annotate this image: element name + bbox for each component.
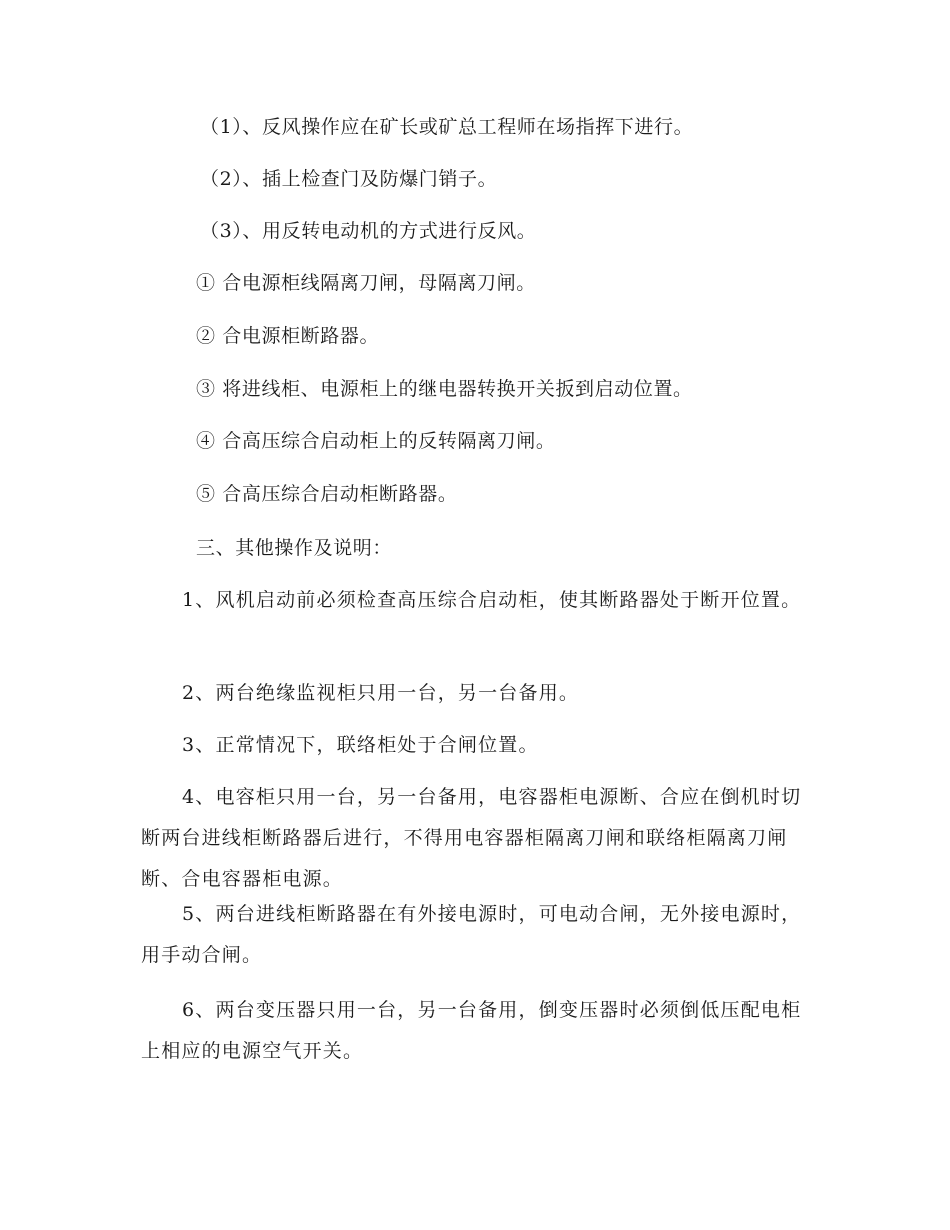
substep-3: ③ 将进线柜、电源柜上的继电器转换开关扳到启动位置。 bbox=[196, 378, 693, 400]
substep-2: ② 合电源柜断路器。 bbox=[196, 325, 380, 347]
section-heading: 三、其他操作及说明： bbox=[196, 537, 393, 559]
note-4: 4、电容柜只用一台，另一台备用，电容器柜电源断、合应在倒机时切断两台进线柜断路器后进行，不得用电容器柜隔离刀闸和联络柜隔离刀闸断、合电容器柜电源。 bbox=[141, 786, 802, 890]
substep-4: ④ 合高压综合启动柜上的反转隔离刀闸。 bbox=[196, 430, 556, 452]
step-2: （2）、插上检查门及防爆门销子。 bbox=[200, 168, 498, 190]
step-3: （3）、用反转电动机的方式进行反风。 bbox=[200, 220, 537, 242]
note-6: 6、两台变压器只用一台，另一台备用，倒变压器时必须倒低压配电柜上相应的电源空气开关。 bbox=[141, 999, 802, 1062]
step-1: （1）、反风操作应在矿长或矿总工程师在场指挥下进行。 bbox=[200, 116, 694, 138]
substep-1: ① 合电源柜线隔离刀闸，母隔离刀闸。 bbox=[196, 272, 536, 294]
substep-5: ⑤ 合高压综合启动柜断路器。 bbox=[196, 483, 458, 505]
note-1: 1、风机启动前必须检查高压综合启动柜，使其断路器处于断开位置。 bbox=[182, 589, 802, 611]
note-5: 5、两台进线柜断路器在有外接电源时，可电动合闸，无外接电源时，用手动合闸。 bbox=[141, 903, 802, 966]
note-3: 3、正常情况下，联络柜处于合闸位置。 bbox=[182, 734, 539, 756]
note-2: 2、两台绝缘监视柜只用一台，另一台备用。 bbox=[182, 682, 580, 704]
